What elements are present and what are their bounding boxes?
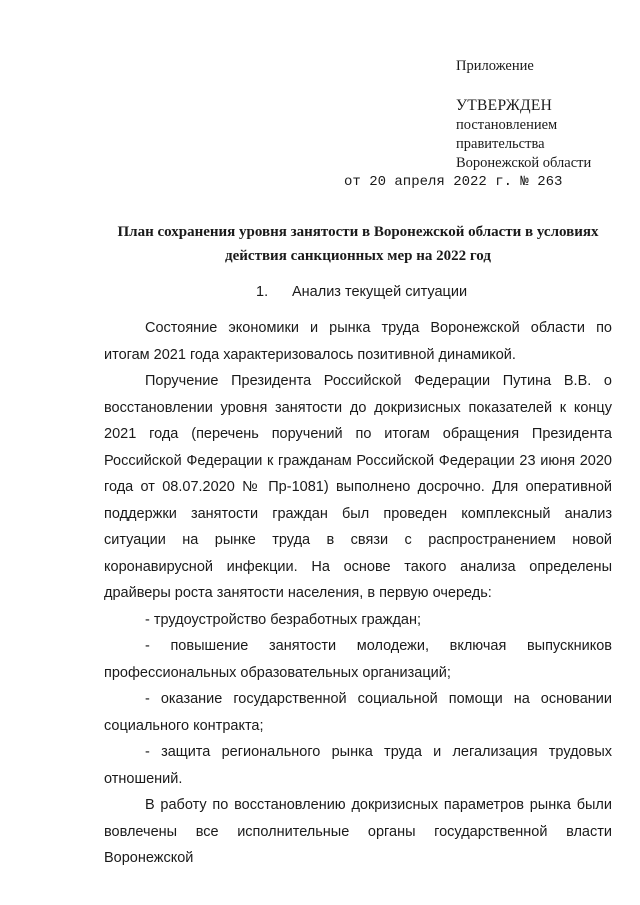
approval-line-3: Воронежской области [456, 155, 592, 171]
list-item: - трудоустройство безработных граждан; [145, 611, 422, 628]
paragraph: Состояние экономики и рынка труда Воронежской области по итогам 2021 года характеризовалось позитивной динамикой. [104, 320, 612, 363]
decree-reference: от 20 апреля 2022 г. № 263 [344, 174, 563, 190]
paragraph: В работу по восстановлению докризисных параметров рынка были вовлечены все исполнительные органы государственной власти Воронежской [104, 797, 612, 866]
appendix-label: Приложение [456, 58, 534, 74]
list-item: - повышение занятости молодежи, включая выпускников профессиональных образовательных организаций; [104, 638, 612, 681]
list-item: - защита регионального рынка труда и легализация трудовых отношений. [104, 744, 612, 787]
approval-line-2: правительства [456, 136, 545, 152]
document-body [104, 315, 612, 872]
list-item: - оказание государственной социальной помощи на основании социального контракта; [104, 691, 612, 734]
approval-line-1: постановлением [456, 117, 558, 133]
document-title: План сохранения уровня занятости в Воронежской области в условиях действия санкционных мер на 2022 год [117, 224, 599, 264]
paragraph: Поручение Президента Российской Федерации Путина В.В. о восстановлении уровня занятости до докризисных показателей к концу 2021 года (перечень поручений по итогам обращения Президента Российской Федерации к гражданам Российской Федерации 23 июня 2020 года от 08.07.2020 № Пр-1081) выполнено досрочно. Для оперативной поддержки занятости граждан был проведен комплексный анализ ситуации на рынке труда в связи с распространением новой коронавирусной инфекции. На основе такого анализа определены драйверы роста занятости населения, в первую очередь: [104, 373, 612, 601]
section-number: 1. [256, 284, 269, 300]
section-title: Анализ текущей ситуации [292, 284, 468, 300]
approved-label: УТВЕРЖДЕН [456, 97, 553, 114]
section-heading [256, 284, 467, 300]
